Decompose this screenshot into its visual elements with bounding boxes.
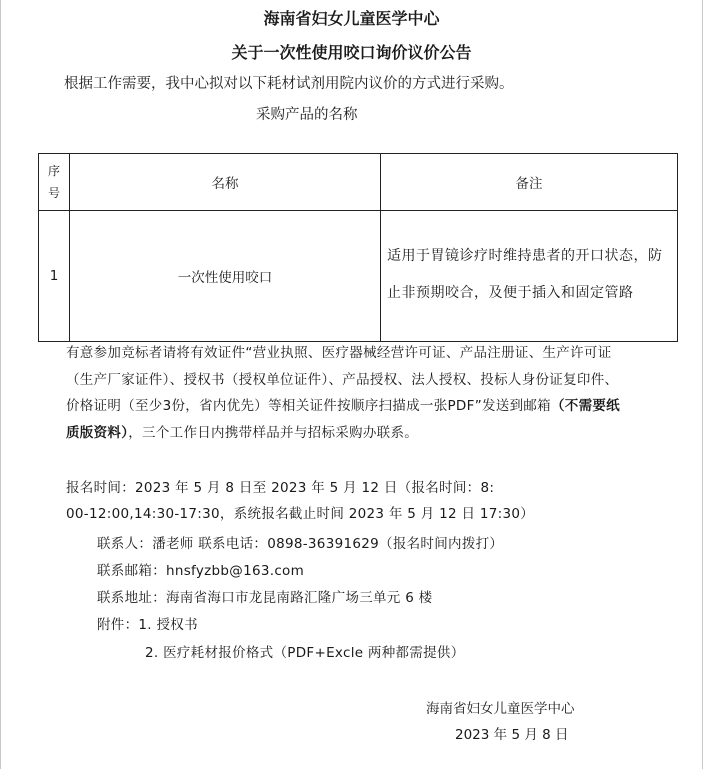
notice-title: 关于一次性使用咬口询价议价公告 [231,43,472,62]
contact-line: 联系人：潘老师 联系电话：0898-36391629（报名时间内拨打） [97,536,504,552]
intro-text: 根据工作需要，我中心拟对以下耗材试剂用院内议价的方式进行采购。 [64,76,514,92]
signup-time-line2: 00-12:00,14:30-17:30，系统报名截止时间 2023 年 5 月 12 日 17:30） [66,506,535,522]
table-row [39,211,678,342]
address-line: 联系地址：海南省海口市龙昆南路汇隆广场三单元 6 楼 [97,590,433,606]
header-no-label: 序号 [47,164,60,200]
product-table [38,153,678,342]
attachment-2: 2. 医疗耗材报价格式（PDF+Excle 两种都需提供） [145,645,465,661]
header-note: 备注 [381,154,678,211]
signature-date: 2023 年 5 月 8 日 [455,727,569,743]
attachment-1: 附件：1. 授权书 [97,617,198,633]
subheading: 采购产品的名称 [256,107,358,123]
signup-time-line1: 报名时间：2023 年 5 月 8 日至 2023 年 5 月 12 日（报名时间：8: [66,480,495,496]
header-no [39,154,70,211]
para-text-2: ，三个工作日内携带样品并与招标采购办联系。 [128,424,419,441]
requirements-paragraph [66,340,626,446]
row-no: 1 [39,211,70,342]
org-title: 海南省妇女儿童医学中心 [263,9,440,28]
header-name: 名称 [70,154,381,211]
page-left-border [0,0,1,769]
row-name: 一次性使用咬口 [70,211,381,342]
para-bold-note: （不需要纸质版资料） [66,398,620,441]
email-line: 联系邮箱：hnsfyzbb@163.com [97,563,305,579]
table-header-row [39,154,678,211]
para-text-1: 有意参加竞标者请将有效证件“营业执照、医疗器械经营许可证、产品注册证、生产许可证（生产厂家证件）、授权书（授权单位证件）、产品授权、法人授权、投标人身份证复印件、价格证明（至少3份，省内优先）等相关证件按顺序扫描成一张PDF”发送到邮箱 [66,345,619,414]
row-note: 适用于胃镜诊疗时维持患者的开口状态，防止非预期咬合，及便于插入和固定管路 [381,211,678,342]
signature-org: 海南省妇女儿童医学中心 [426,701,575,717]
